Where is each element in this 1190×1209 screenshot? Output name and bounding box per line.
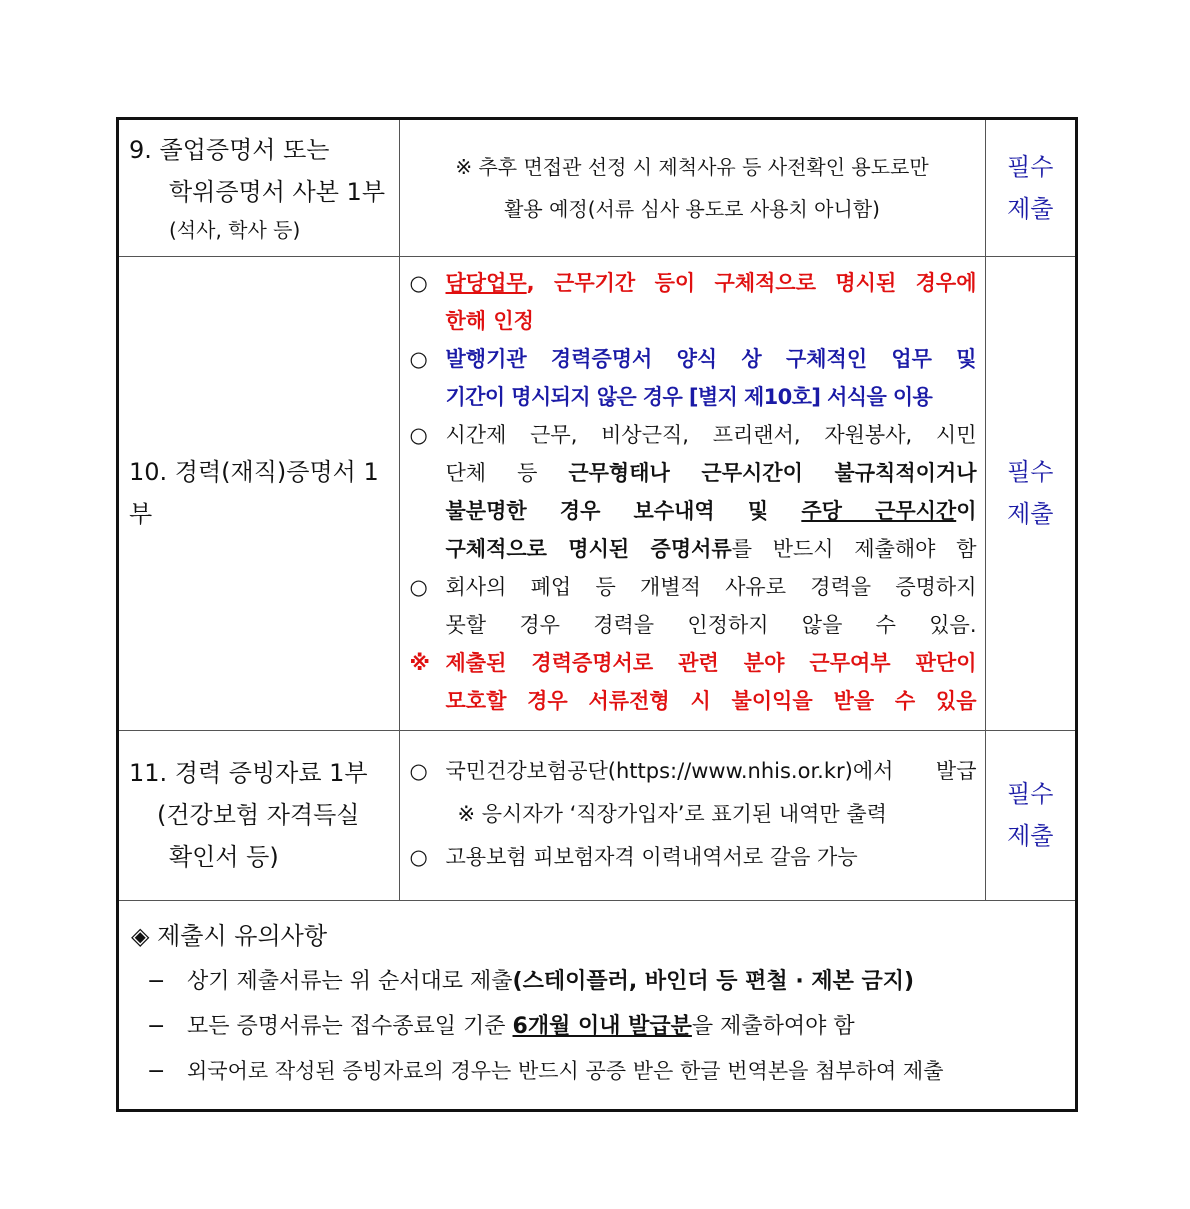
description-text: 단체 등 bbox=[445, 461, 569, 485]
description-text: 고용보험 피보험자격 이력내역서로 갈음 가능 bbox=[445, 844, 858, 869]
description-line: 기간이 명시되지 않은 경우 [별지 제10호] 서식을 이용 bbox=[445, 385, 933, 409]
circle-bullet-icon: ○ bbox=[409, 347, 428, 371]
underlined-text: 주당 근무시간 bbox=[801, 499, 957, 523]
description-line bbox=[410, 530, 977, 568]
notes-item bbox=[131, 959, 1075, 1004]
description-line bbox=[410, 454, 977, 492]
description-text: 시간제 근무, 비상근직, 프리랜서, 자원봉사, 시민 bbox=[445, 423, 977, 447]
document-name-continued: 학위증명서 사본 1부 bbox=[169, 177, 385, 206]
circle-bullet-icon: ○ bbox=[409, 844, 428, 869]
description-text: 국민건강보험공단(https://www.nhis.or.kr)에서 발급 bbox=[445, 758, 977, 783]
underlined-text: 6개월 이내 발급분 bbox=[512, 1013, 692, 1039]
bullet-line bbox=[410, 568, 977, 606]
circle-bullet-icon: ○ bbox=[409, 575, 428, 599]
bullet-line bbox=[410, 340, 977, 378]
notes-text: 상기 제출서류는 위 순서대로 제출 bbox=[187, 968, 513, 994]
description-cell bbox=[399, 120, 985, 256]
notes-text: 을 제출하여야 함 bbox=[691, 1013, 855, 1039]
bullet-line bbox=[410, 416, 977, 454]
required-documents-table bbox=[119, 120, 1075, 901]
description-text: 제출된 경력증명서로 관련 분야 근무여부 판단이 bbox=[445, 651, 977, 675]
emphasized-text: 불분명한 경우 보수내역 및 bbox=[445, 499, 802, 523]
notes-item bbox=[131, 1004, 1075, 1049]
table-row bbox=[119, 730, 1075, 900]
document-name-continued: (건강보험 자격득실 bbox=[157, 801, 360, 829]
required-label: 필수 bbox=[1007, 780, 1054, 808]
document-name-cell bbox=[119, 120, 399, 256]
reference-mark-icon: ※ bbox=[409, 651, 430, 675]
document-name: 11. 경력 증빙자료 1부 bbox=[129, 759, 368, 787]
required-label: 필수 bbox=[1007, 152, 1054, 181]
description-cell bbox=[399, 256, 985, 730]
description-line: 활용 예정(서류 심사 용도로 사용치 아니함) bbox=[504, 196, 880, 221]
document-name-continued: 확인서 등) bbox=[169, 843, 279, 871]
bullet-line bbox=[410, 750, 977, 793]
circle-bullet-icon: ○ bbox=[409, 423, 428, 447]
required-label: 필수 bbox=[1007, 458, 1054, 486]
required-label: 제출 bbox=[1007, 194, 1054, 223]
circle-bullet-icon: ○ bbox=[409, 271, 428, 295]
dash-icon: − bbox=[147, 1058, 166, 1084]
emphasized-text: (스테이플러, 바인더 등 편철 · 제본 금지) bbox=[512, 968, 915, 994]
document-name: 9. 졸업증명서 또는 bbox=[129, 135, 330, 164]
underlined-text: 담당업무 bbox=[445, 271, 527, 295]
description-text: 발행기관 경력증명서 양식 상 구체적인 업무 및 bbox=[445, 347, 977, 371]
document-name-cell bbox=[119, 730, 399, 900]
description-line: ※ 응시자가 ‘직장가입자’로 표기된 내역만 출력 bbox=[457, 801, 887, 826]
emphasized-text: 구체적으로 명시된 증명서류 bbox=[445, 537, 732, 561]
submission-notes bbox=[119, 901, 1075, 1094]
description-text: 를 반드시 제출해야 함 bbox=[731, 537, 977, 561]
document-name: 10. 경력(재직)증명서 1부 bbox=[129, 458, 379, 528]
emphasized-text: 근무형태나 근무시간이 불규칙적이거나 bbox=[568, 461, 977, 485]
required-cell bbox=[985, 256, 1075, 730]
notes-item bbox=[131, 1049, 1075, 1094]
description-line: 못할 경우 경력을 인정하지 않을 수 있음. bbox=[445, 613, 977, 637]
description-line: ※ 추후 면접관 선정 시 제척사유 등 사전확인 용도로만 bbox=[455, 154, 929, 179]
required-cell bbox=[985, 120, 1075, 256]
emphasized-text: 이 bbox=[956, 499, 977, 523]
table-row bbox=[119, 120, 1075, 256]
required-label: 제출 bbox=[1007, 822, 1054, 850]
notes-heading: ◈ 제출시 유의사항 bbox=[131, 921, 328, 950]
document-name-note: (석사, 학사 등) bbox=[169, 217, 301, 242]
bullet-line bbox=[410, 836, 977, 879]
description-text: , 근무기간 등이 구체적으로 명시된 경우에 bbox=[526, 271, 977, 295]
document-frame bbox=[116, 117, 1078, 1112]
description-line bbox=[410, 492, 977, 530]
notes-text: 외국어로 작성된 증빙자료의 경우는 반드시 공증 받은 한글 번역본을 첨부하여 제출 bbox=[187, 1058, 944, 1083]
document-name-cell bbox=[119, 256, 399, 730]
table-row bbox=[119, 256, 1075, 730]
notes-text: 모든 증명서류는 접수종료일 기준 bbox=[187, 1013, 513, 1039]
description-line: 한해 인정 bbox=[445, 309, 534, 333]
dash-icon: − bbox=[147, 1013, 166, 1039]
description-text: 회사의 폐업 등 개별적 사유로 경력을 증명하지 bbox=[445, 575, 977, 599]
required-label: 제출 bbox=[1007, 500, 1054, 528]
required-cell bbox=[985, 730, 1075, 900]
dash-icon: − bbox=[147, 968, 166, 994]
bullet-line bbox=[410, 264, 977, 302]
description-cell bbox=[399, 730, 985, 900]
circle-bullet-icon: ○ bbox=[409, 758, 428, 783]
note-line bbox=[410, 644, 977, 682]
description-line: 모호할 경우 서류전형 시 불이익을 받을 수 있음 bbox=[445, 689, 977, 713]
